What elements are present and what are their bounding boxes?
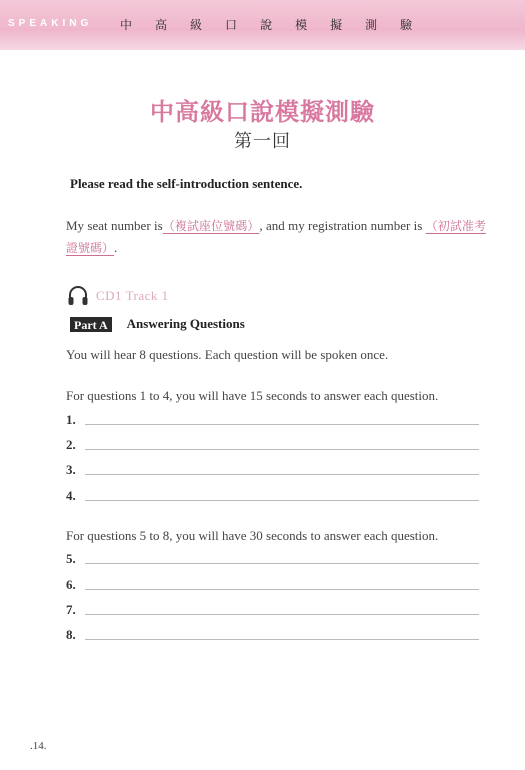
answer-blank-line bbox=[85, 448, 479, 450]
intro-text: My seat number is bbox=[66, 218, 163, 233]
intro-text: , and my registration number is bbox=[259, 218, 423, 233]
header-band bbox=[0, 0, 525, 50]
question-number: 6. bbox=[66, 577, 76, 592]
self-intro-sentence bbox=[66, 215, 486, 259]
answer-blank-line bbox=[85, 613, 479, 615]
page-title: 中高級口說模擬測驗 bbox=[150, 97, 375, 126]
header-char: 模 bbox=[295, 18, 308, 32]
question-number: 3. bbox=[66, 462, 76, 477]
answer-blank-line bbox=[85, 423, 479, 425]
intro-text: . bbox=[114, 240, 118, 255]
track-label: CD1 Track 1 bbox=[96, 288, 169, 303]
instruction-heading: Please read the self-introduction sentence. bbox=[70, 176, 303, 191]
questions-intro: You will hear 8 questions. Each question will be spoken once. bbox=[66, 347, 389, 362]
answer-blank-line bbox=[85, 473, 479, 475]
headphones-icon bbox=[66, 284, 90, 308]
answer-line[interactable] bbox=[66, 458, 479, 478]
answer-blank-line bbox=[85, 562, 479, 564]
part-header bbox=[70, 316, 245, 332]
header-char: 擬 bbox=[330, 18, 343, 32]
audio-track bbox=[66, 284, 169, 308]
answer-line[interactable] bbox=[66, 573, 479, 593]
answer-line[interactable] bbox=[66, 433, 479, 453]
header-title bbox=[120, 16, 412, 33]
answer-blank-line bbox=[85, 499, 479, 501]
header-char: 中 bbox=[120, 18, 133, 32]
answer-line[interactable] bbox=[66, 547, 479, 567]
registration-number-blank: （初試准考證號碼） bbox=[66, 219, 486, 255]
answer-line[interactable] bbox=[66, 623, 479, 643]
group2-instruction: For questions 5 to 8, you will have 30 seconds to answer each question. bbox=[66, 528, 439, 543]
header-char: 說 bbox=[260, 18, 273, 32]
question-number: 8. bbox=[66, 627, 76, 642]
header-char: 級 bbox=[190, 18, 203, 32]
header-char: 口 bbox=[225, 18, 238, 32]
header-char: 測 bbox=[365, 18, 378, 32]
header-char: 驗 bbox=[400, 18, 413, 32]
question-number: 2. bbox=[66, 437, 76, 452]
part-badge: Part A bbox=[70, 317, 112, 332]
answer-line[interactable] bbox=[66, 484, 479, 504]
answer-blank-line bbox=[85, 638, 479, 640]
question-number: 4. bbox=[66, 488, 76, 503]
answer-line[interactable] bbox=[66, 408, 479, 428]
page-number: .14. bbox=[30, 740, 47, 752]
page-subtitle: 第一回 bbox=[234, 131, 291, 152]
part-title: Answering Questions bbox=[126, 316, 245, 331]
question-number: 7. bbox=[66, 602, 76, 617]
header-speaking-label: SPEAKING bbox=[8, 18, 93, 29]
question-number: 5. bbox=[66, 551, 76, 566]
question-number: 1. bbox=[66, 412, 76, 427]
header-char: 高 bbox=[155, 18, 168, 32]
seat-number-blank: （複試座位號碼） bbox=[162, 219, 260, 233]
answer-line[interactable] bbox=[66, 598, 479, 618]
answer-blank-line bbox=[85, 588, 479, 590]
group1-instruction: For questions 1 to 4, you will have 15 seconds to answer each question. bbox=[66, 388, 439, 403]
